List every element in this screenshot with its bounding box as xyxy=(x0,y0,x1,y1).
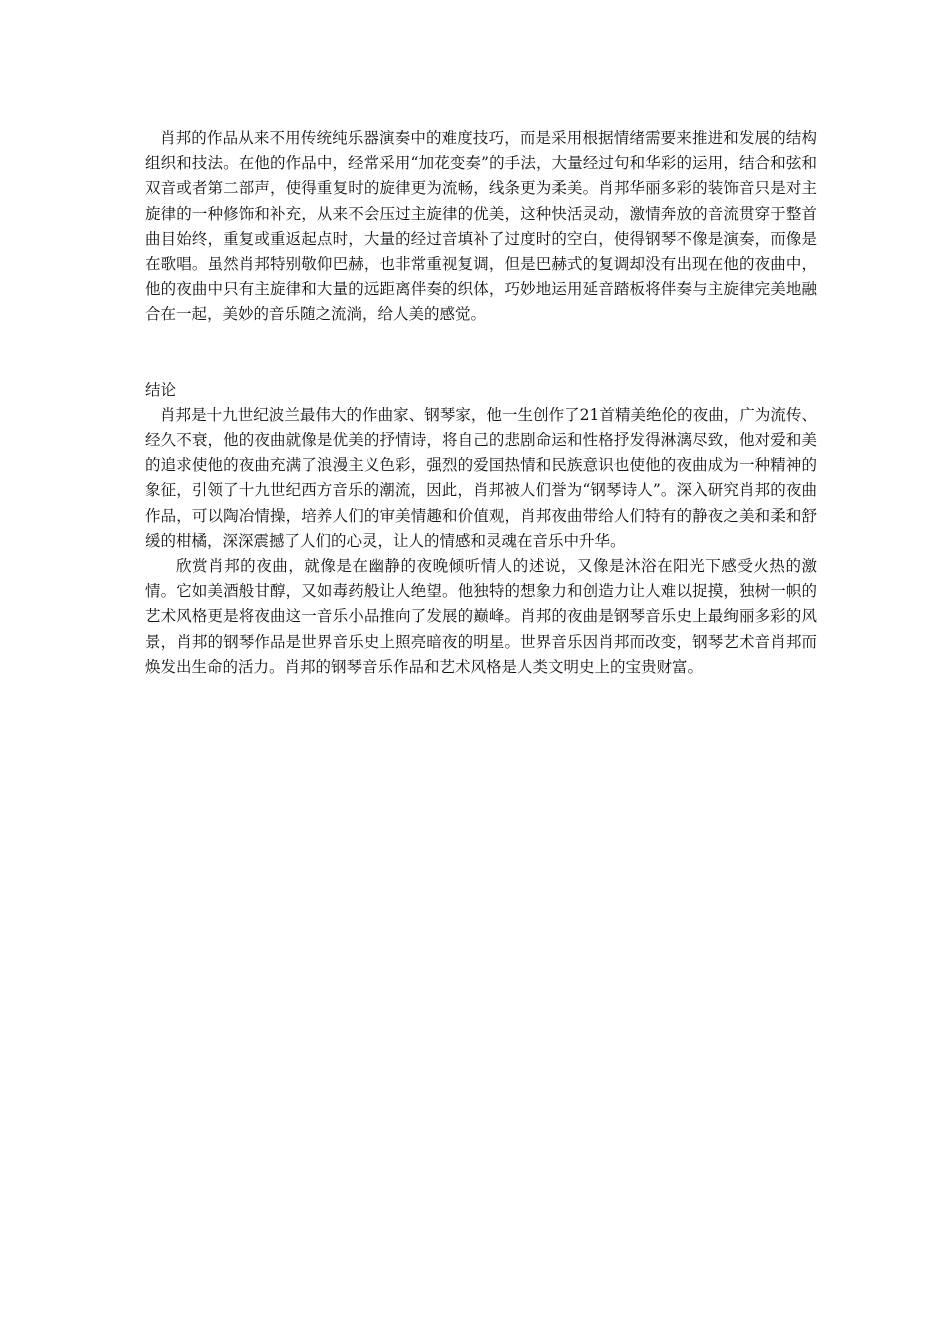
body-paragraph: 肖邦的作品从来不用传统纯乐器演奏中的难度技巧，而是采用根据情绪需要来推进和发展的结构组织和技法。在他的作品中，经常采用“加花变奏”的手法，大量经过句和华彩的运用，结合和弦和双音或者第二部声，使得重复时的旋律更为流畅，线条更为柔美。肖邦华丽多彩的装饰音只是对主旋律的一种修饰和补充，从来不会压过主旋律的优美，这种快活灵动，激情奔放的音流贯穿于整首曲目始终，重复或重返起点时，大量的经过音填补了过度时的空白，使得钢琴不像是演奏，而像是在歌唱。虽然肖邦特别敬仰巴赫，也非常重视复调，但是巴赫式的复调却没有出现在他的夜曲中，他的夜曲中只有主旋律和大量的远距离伴奏的织体，巧妙地运用延音踏板将伴奏与主旋律完美地融合在一起，美妙的音乐随之流淌，给人美的感觉。 xyxy=(145,129,817,324)
conclusion-heading: 结论 xyxy=(145,380,177,399)
document-body xyxy=(145,126,817,680)
conclusion-paragraph: 欣赏肖邦的夜曲，就像是在幽静的夜晚倾听情人的述说，又像是沐浴在阳光下感受火热的激情。它如美酒般甘醇，又如毒药般让人绝望。他独特的想象力和创造力让人难以捉摸，独树一帜的艺术风格更是将夜曲这一音乐小品推向了发展的巅峰。肖邦的夜曲是钢琴音乐史上最绚丽多彩的风景，肖邦的钢琴作品是世界音乐史上照亮暗夜的明星。世界音乐因肖邦而改变，钢琴艺术音肖邦而焕发出生命的活力。肖邦的钢琴音乐作品和艺术风格是人类文明史上的宝贵财富。 xyxy=(145,557,817,676)
conclusion-paragraph: 肖邦是十九世纪波兰最伟大的作曲家、钢琴家，他一生创作了21首精美绝伦的夜曲，广为流传、经久不衰，他的夜曲就像是优美的抒情诗，将自己的悲剧命运和性格抒发得淋漓尽致，他对爱和美的追求使他的夜曲充满了浪漫主义色彩，强烈的爱国热情和民族意识也使他的夜曲成为一种精神的象征，引领了十九世纪西方音乐的潮流，因此，肖邦被人们誉为“钢琴诗人”。深入研究肖邦的夜曲作品，可以陶冶情操，培养人们的审美情趣和价值观，肖邦夜曲带给人们特有的静夜之美和柔和舒缓的柑橘，深深震撼了人们的心灵，让人的情感和灵魂在音乐中升华。 xyxy=(145,405,817,550)
section-spacer xyxy=(145,328,817,378)
